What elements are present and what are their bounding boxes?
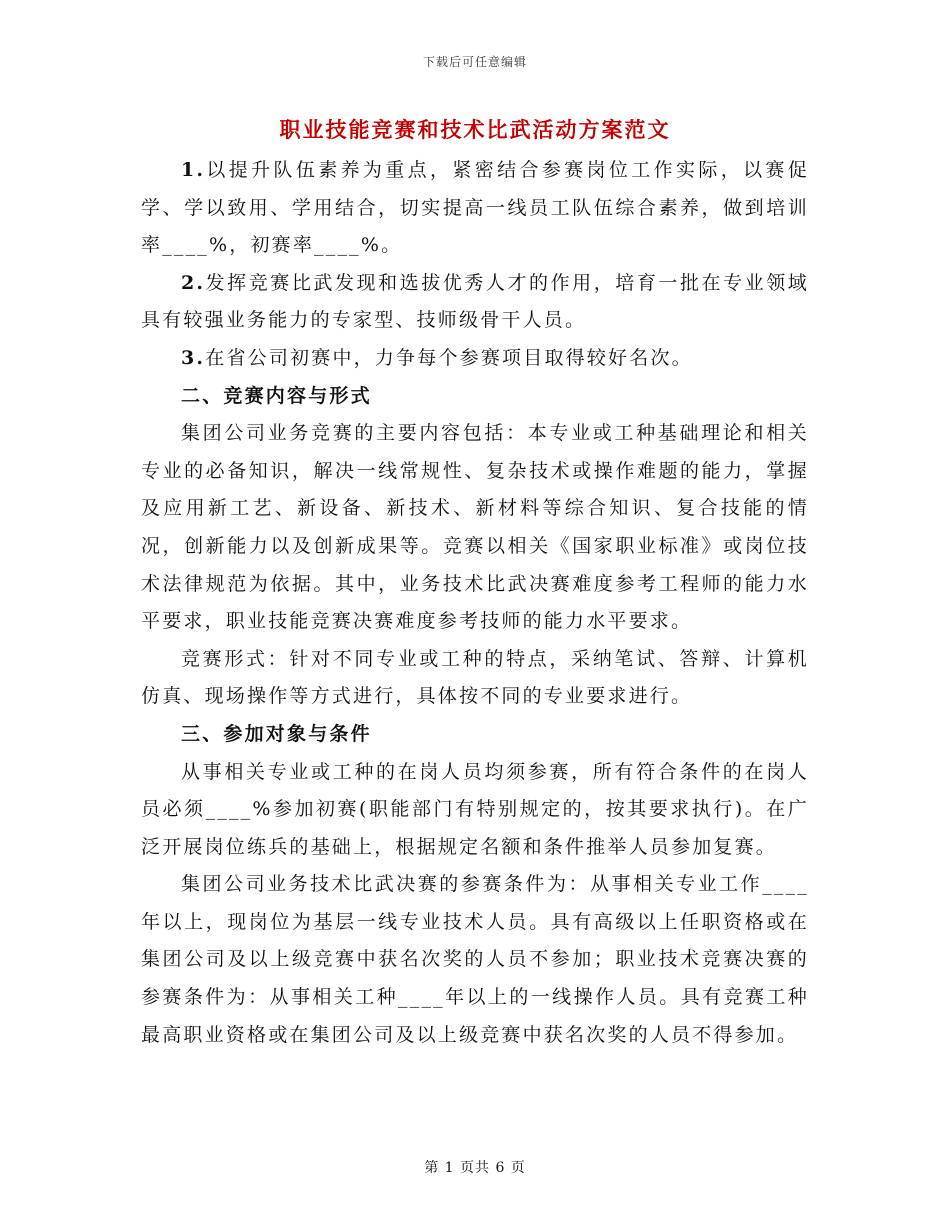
section-heading-competition-content: 二、竞赛内容与形式	[181, 384, 372, 407]
paragraph: 竞赛形式：针对不同专业或工种的特点，采纳笔试、答辩、计算机仿真、现场操作等方式进行，具体按不同的专业要求进行。	[141, 647, 809, 708]
item-number: 2.	[181, 271, 206, 294]
list-item	[141, 340, 809, 378]
item-text: 在省公司初赛中，力争每个参赛项目取得较好名次。	[205, 346, 693, 369]
item-number: 1.	[181, 159, 206, 181]
section-heading-participants: 三、参加对象与条件	[181, 722, 372, 745]
document-title: 职业技能竞赛和技术比武活动方案范文	[279, 117, 671, 142]
list-item	[141, 265, 809, 340]
item-text: 以提升队伍素养为重点，紧密结合参赛岗位工作实际，以赛促学、学以致用、学用结合，切实提高一线员工队伍综合素养，做到培训率____%，初赛率____%。	[141, 159, 809, 257]
header-note: 下载后可任意编辑	[422, 55, 527, 69]
page-number-footer: 第 1 页共 6 页	[424, 1160, 526, 1176]
paragraph: 从事相关专业或工种的在岗人员均须参赛，所有符合条件的在岗人员必须____%参加初赛(职能部门有特别规定的，按其要求执行)。在广泛开展岗位练兵的基础上，根据规定名额和条件推举人员参加复赛。	[141, 760, 809, 858]
item-number: 3.	[181, 346, 206, 369]
paragraph: 集团公司业务竞赛的主要内容包括：本专业或工种基础理论和相关专业的必备知识，解决一线常规性、复杂技术或操作难题的能力，掌握及应用新工艺、新设备、新技术、新材料等综合知识、复合技能的情况，创新能力以及创新成果等。竞赛以相关《国家职业标准》或岗位技术法律规范为依据。其中，业务技术比武决赛难度参考工程师的能力水平要求，职业技能竞赛决赛难度参考技师的能力水平要求。	[141, 422, 809, 633]
item-text: 发挥竞赛比武发现和选拔优秀人才的作用，培育一批在专业领域具有较强业务能力的专家型、技师级骨干人员。	[141, 271, 809, 332]
paragraph: 集团公司业务技术比武决赛的参赛条件为：从事相关专业工作____年以上，现岗位为基层一线专业技术人员。具有高级以上任职资格或在集团公司及以上级竞赛中获名次奖的人员不参加；职业技术竞赛决赛的参赛条件为：从事相关工种____年以上的一线操作人员。具有竞赛工种最高职业资格或在集团公司及以上级竞赛中获名次奖的人员不得参加。	[141, 873, 809, 1046]
list-item	[141, 152, 809, 265]
document-body	[141, 152, 809, 1054]
